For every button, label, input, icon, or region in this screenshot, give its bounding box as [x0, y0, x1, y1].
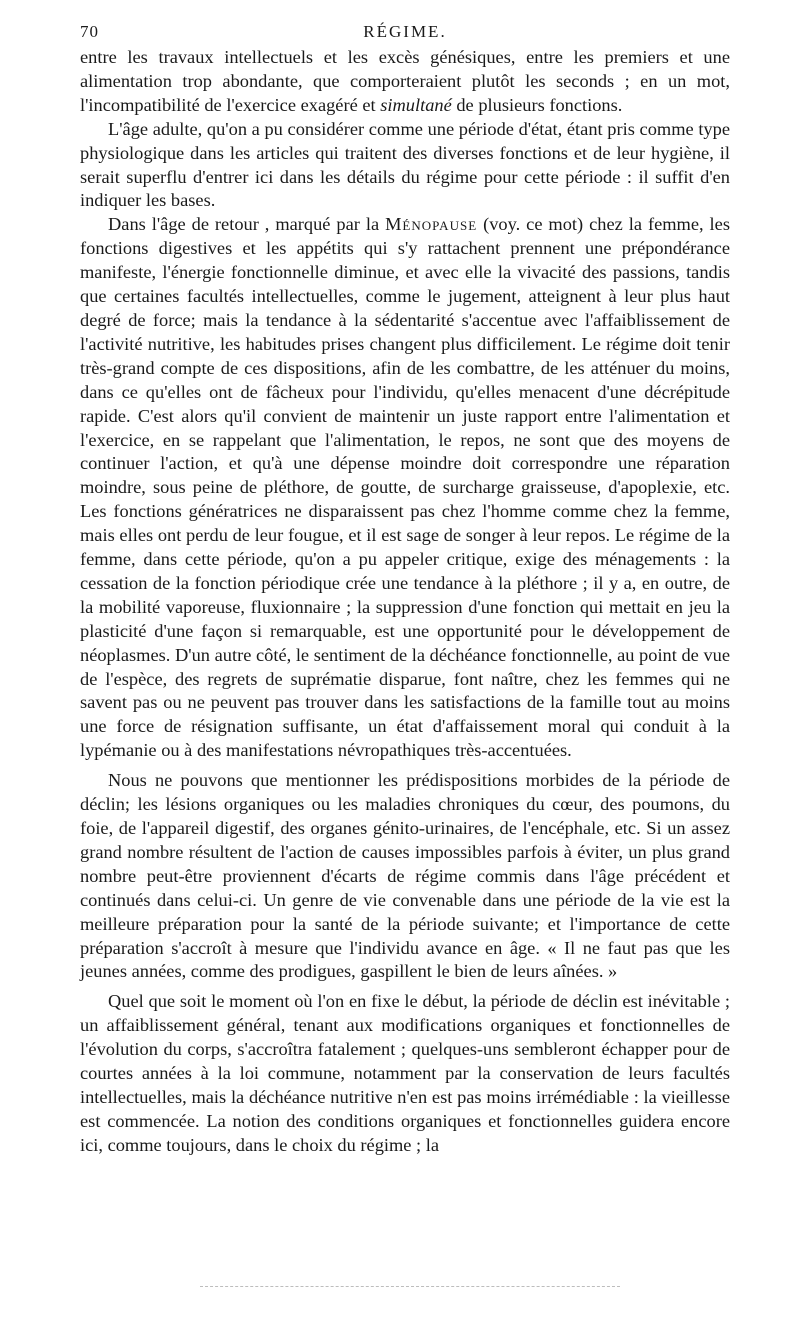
- paragraph-1-tail: de plusieurs fonctions.: [456, 94, 623, 115]
- paragraph-3-body: (voy. ce mot) chez la femme, les fonctions digestives et les appétits qui s'y rattachent prennent une prépondérance manifeste, l'énergie fonctionnelle diminue, et avec elle la vivacité des passions, tandis que certaines facultés intellectuelles, comme le jugement, atteignent à leur plus haut degré de force; mais la tendance à la sédentarité s'accentue avec l'affaiblissement de l'activité nutritive, les habitudes prises changent plus difficilement. Le régime doit tenir très-grand compte de ces dispositions, afin de les combattre, de les atténuer du moins, dans ce qu'elles ont de fâcheux pour l'individu, qu'elles menacent d'une décrépitude rapide. C'est alors qu'il convient de maintenir un juste rapport entre l'alimentation et l'exercice, en se rappelant que l'alimentation, le repos, ne sont que des moyens de continuer l'action, et qu'à une dépense moindre doit correspondre une réparation moindre, sous peine de pléthore, de goutte, de surcharge graisseuse, d'apoplexie, etc. Les fonctions génératrices ne disparaissent pas chez l'homme comme chez la femme, mais elles ont perdu de leur fougue, et il est sage de songer à leur repos. Le régime de la femme, dans cette période, qu'on a pu appeler critique, exige des ménagements : la cessation de la fonction périodique crée une tendance à la pléthore ; il y a, en outre, de la mobilité vaporeuse, fluxionnaire ; la suppression d'une fonction qui mettait en jeu la plasticité d'une façon si remarquable, est une opportunité pour le développement de néoplasmes. D'un autre côté, le sentiment de la déchéance fonctionnelle, au point de vue de l'espèce, des regrets de suprématie disparue, font naître, chez les femmes qui ne savent pas ou ne peuvent pas trouver dans les satisfactions de la famille tout au moins une force de résignation suffisante, un état d'affaissement moral qui conduit à la lypémanie ou à des manifestations névropathiques très-accentuées.: [80, 214, 730, 761]
- paragraph-1: [80, 46, 730, 118]
- paragraph-3: [80, 213, 730, 763]
- paragraph-2: L'âge adulte, qu'on a pu considérer comme une période d'état, étant pris comme type physiologique dans les articles qui traitent des diverses fonctions et de leur hygiène, il serait superflu d'entrer ici dans les détails du régime pour cette période : il suffit d'en indiquer les bases.: [80, 118, 730, 211]
- footer-rule: [200, 1286, 620, 1287]
- page-number: 70: [80, 22, 99, 41]
- paragraph-4: Nous ne pouvons que mentionner les prédispositions morbides de la période de déclin; les lésions organiques ou les maladies chroniques du cœur, des poumons, du foie, de l'appareil digestif, des organes génito-urinaires, de l'encéphale, etc. Si un assez grand nombre résultent de l'action de causes impossibles parfois à éviter, un plus grand nombre peut-être proviennent d'écarts de régime commis dans l'âge précédent et continués dans celui-ci. Un genre de vie convenable dans une période de la vie est la meilleure préparation pour la santé de la période suivante; et l'importance de cette préparation s'accroît à mesure que l'individu avance en âge. « Il ne faut pas que les jeunes années, comme des prodigues, gaspillent le bien de leurs aînées. »: [80, 770, 730, 982]
- paragraph-1-text: entre les travaux intellectuels et les excès génésiques, entre les premiers et une alimentation trop abondante, que comporteraient plutôt les seconds ; en un mot, l'incompatibilité de l'exercice exagéré et: [80, 47, 730, 115]
- emphasis-simultane: simultané: [380, 94, 452, 115]
- paragraph-3-head: Dans l'âge de retour , marqué par la: [108, 214, 380, 235]
- running-title: RÉGIME.: [363, 22, 447, 41]
- book-page: [80, 18, 730, 1158]
- term-menopause: Ménopause: [385, 214, 478, 235]
- body-text: [80, 46, 730, 1158]
- running-head: [80, 18, 730, 46]
- paragraph-5: Quel que soit le moment où l'on en fixe le début, la période de déclin est inévitable ; un affaiblissement général, tenant aux modifications organiques et fonctionnelles de l'évolution du corps, s'accroîtra fatalement ; quelques-uns sembleront échapper pour de courtes années à la loi commune, notamment par la conservation de leurs facultés intellectuelles, mais la déchéance nutritive n'en est pas moins irrémédiable : la vieillesse est commencée. La notion des conditions organiques et fonctionnelles guidera encore ici, comme toujours, dans le choix du régime ; la: [80, 991, 730, 1155]
